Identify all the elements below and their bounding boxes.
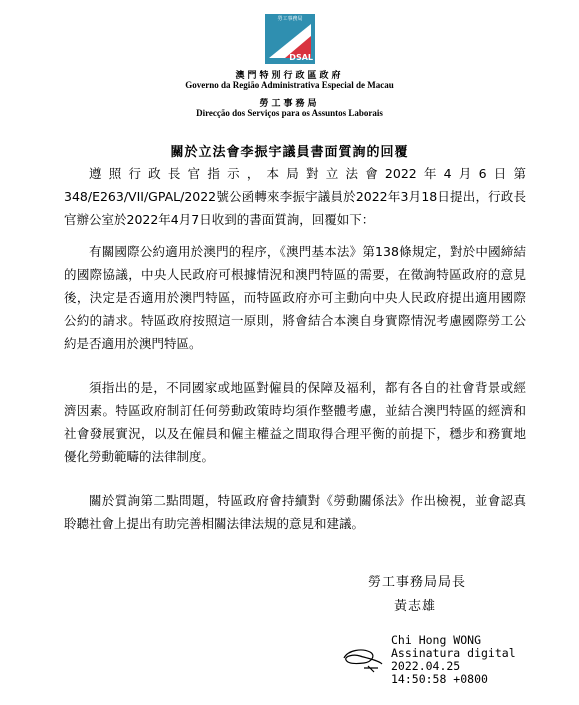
paragraph-labour-relations-law: 關於質詢第二點問題，特區政府會持續對《勞動關係法》作出檢視，並會認真聆聽社會上提出有助完善相關法律法規的意見和建議。 — [64, 493, 526, 531]
dsal-logo — [265, 14, 315, 64]
government-name-pt: Governo da Região Administrativa Especial de Macau — [185, 80, 394, 90]
digital-signature-block — [391, 634, 516, 686]
bureau-name-cn: 勞工事務局 — [259, 98, 320, 108]
logo-text-cn: 勞工事務局 — [277, 16, 303, 22]
paragraph-international-conventions: 有關國際公約適用於澳門的程序，《澳門基本法》第138條規定，對於中國締結的國際協議，中央人民政府可根據情況和澳門特區的需要，在徵詢特區政府的意見後，決定是否適用於澳門特區，而特區政府亦可主動向中央人民政府提出適用國際公約的請求。特區政府按照這一原則，將會結合本澳自身實際情況考慮國際勞工公約是否適用於澳門特區。 — [64, 244, 526, 351]
handwritten-signature-icon — [338, 642, 388, 676]
document-title: 關於立法會李振宇議員書面質詢的回覆 — [170, 145, 409, 160]
digital-signature-label: Assinatura digital — [391, 646, 516, 660]
digital-signature-date: 2022.04.25 — [391, 659, 461, 673]
paragraph-labour-policy: 須指出的是，不同國家或地區對僱員的保障及福利，都有各自的社會背景或經濟因素。特區政府制訂任何勞動政策時均須作整體考慮，並結合澳門特區的經濟和社會發展實況，以及在僱員和僱主權益之間取得合理平衡的前提下，穩步和務實地優化勞動範疇的法律制度。 — [64, 380, 526, 464]
logo-text-dsal: DSAL — [289, 53, 313, 62]
signatory-name: 黃志雄 — [394, 599, 437, 614]
signatory-position: 勞工事務局局長 — [368, 575, 467, 590]
bureau-name-pt: Direcção dos Serviços para os Assuntos Laborais — [196, 108, 383, 118]
paragraph-intro: 遵照行政長官指示，本局對立法會2022年4月6日第348/E263/VII/GPAL/2022號公函轉來李振宇議員於2022年3月18日提出，行政長官辦公室於2022年4月7日收到的書面質詢，回覆如下： — [64, 166, 526, 227]
digital-signature-name: Chi Hong WONG — [391, 633, 482, 647]
digital-signature-time: 14:50:58 +0800 — [391, 672, 488, 686]
government-name-cn: 澳門特別行政區政府 — [235, 70, 344, 80]
